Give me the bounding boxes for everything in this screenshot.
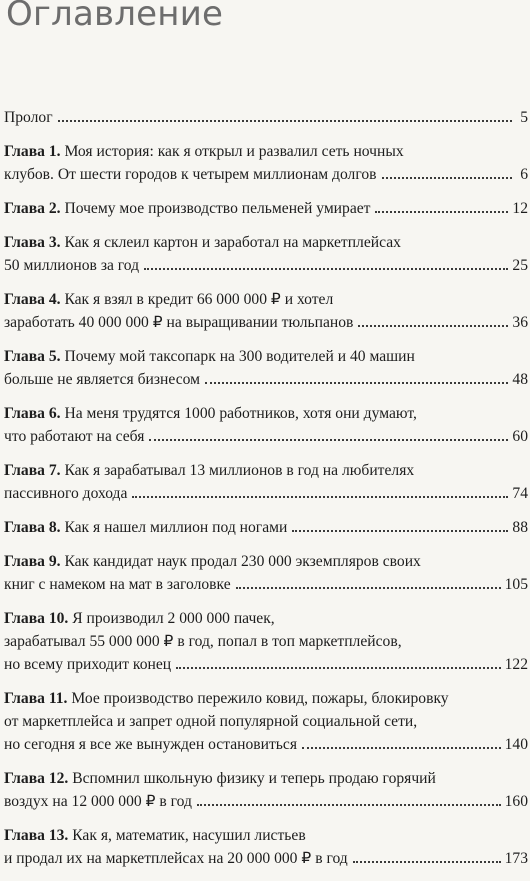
chapter-title-line: Как я нашел миллион под ногами (64, 519, 288, 536)
page-number: 25 (512, 257, 528, 274)
toc-entry-line (4, 687, 528, 710)
chapter-title-line: Я производил 2 000 000 пачек, (72, 610, 275, 627)
chapter-number: Глава 6. (4, 405, 61, 422)
toc-entry[interactable] (0, 288, 530, 334)
toc-entry-line (4, 733, 528, 756)
chapter-title-line: Моя история: как я открыл и развалил сеть ночных (64, 143, 404, 160)
toc-entry-line (4, 140, 528, 163)
toc-list (0, 106, 530, 881)
toc-entry[interactable] (0, 106, 530, 129)
chapter-number: Глава 8. (4, 519, 61, 536)
chapter-title-line: воздух на 12 000 000 ₽ в год (4, 793, 192, 810)
toc-entry-line (4, 163, 528, 186)
dot-leader (302, 747, 501, 749)
toc-entry-line (4, 550, 528, 573)
dot-leader (292, 530, 508, 532)
toc-entry[interactable] (0, 402, 530, 448)
toc-entry[interactable] (0, 345, 530, 391)
toc-entry[interactable] (0, 459, 530, 505)
toc-entry-line (4, 767, 528, 790)
toc-entry-line (4, 573, 528, 596)
dot-leader (176, 667, 500, 669)
page-title: Оглавление (6, 0, 224, 34)
toc-entry[interactable] (0, 607, 530, 676)
page-number: 6 (520, 166, 528, 183)
chapter-number: Глава 10. (4, 610, 69, 627)
chapter-title-line: зарабатывал 55 000 000 ₽ в год, попал в топ маркетплейсов, (4, 633, 402, 650)
chapter-title-line: Как я, математик, насушил листьев (72, 827, 306, 844)
chapter-title-line: Пролог (4, 109, 53, 126)
chapter-number: Глава 11. (4, 690, 68, 707)
page-number: 173 (504, 850, 528, 867)
toc-entry-line (4, 231, 528, 254)
page-number: 105 (504, 576, 528, 593)
chapter-title-line: заработать 40 000 000 ₽ на выращивании тюльпанов (4, 314, 354, 331)
toc-entry-line (4, 368, 528, 391)
toc-entry-line (4, 197, 528, 220)
toc-entry[interactable] (0, 767, 530, 813)
toc-entry[interactable] (0, 687, 530, 756)
chapter-number: Глава 7. (4, 462, 61, 479)
chapter-title-line: что работают на себя (4, 428, 145, 445)
dot-leader (197, 804, 501, 806)
toc-entry-line (4, 630, 528, 653)
page-number: 48 (512, 371, 528, 388)
toc-entry-line (4, 710, 528, 733)
page-number: 12 (512, 200, 528, 217)
chapter-title-line: Как я зарабатывал 13 миллионов в год на любителях (64, 462, 415, 479)
toc-entry[interactable] (0, 140, 530, 186)
chapter-title-line: Почему мое производство пельменей умирает (64, 200, 371, 217)
toc-entry-line (4, 311, 528, 334)
chapter-title-line: Вспомнил школьную физику и теперь продаю горячий (72, 770, 436, 787)
chapter-number: Глава 9. (4, 553, 61, 570)
dot-leader (149, 439, 508, 441)
toc-entry-line (4, 482, 528, 505)
page-number: 36 (512, 314, 528, 331)
chapter-title-line: книг с намеком на мат в заголовке (4, 576, 231, 593)
chapter-title-line: больше не является бизнесом (4, 371, 200, 388)
chapter-title-line: Как я взял в кредит 66 000 000 ₽ и хотел (64, 291, 334, 308)
dot-leader (236, 587, 501, 589)
chapter-title-line: Почему мой таксопарк на 300 водителей и 40 машин (64, 348, 415, 365)
dot-leader (358, 325, 508, 327)
toc-entry-line (4, 254, 528, 277)
dot-leader (205, 382, 508, 384)
chapter-title-line: Как я склеил картон и заработал на маркетплейсах (64, 234, 401, 251)
chapter-title-line: и продал их на маркетплейсах на 20 000 000 ₽ в год (4, 850, 348, 867)
chapter-title-line: но всему приходит конец (4, 656, 172, 673)
dot-leader (375, 211, 508, 213)
chapter-title-line: клубов. От шести городов к четырем миллионам долгов (4, 166, 377, 183)
chapter-title-line: Мое производство пережило ковид, пожары, блокировку (71, 690, 449, 707)
toc-entry[interactable] (0, 231, 530, 277)
page-number: 160 (504, 793, 528, 810)
toc-entry-line (4, 106, 528, 129)
chapter-title-line: На меня трудятся 1000 работников, хотя они думают, (64, 405, 417, 422)
page-number: 74 (512, 485, 528, 502)
chapter-title-line: пассивного дохода (4, 485, 128, 502)
page-number: 60 (512, 428, 528, 445)
chapter-number: Глава 3. (4, 234, 61, 251)
toc-entry-line (4, 607, 528, 630)
chapter-number: Глава 1. (4, 143, 61, 160)
chapter-number: Глава 5. (4, 348, 61, 365)
chapter-title-line: Как кандидат наук продал 230 000 экземпляров своих (64, 553, 421, 570)
toc-entry-line (4, 345, 528, 368)
page-number: 88 (512, 519, 528, 536)
chapter-number: Глава 12. (4, 770, 69, 787)
toc-entry-line (4, 402, 528, 425)
dot-leader (353, 861, 501, 863)
chapter-number: Глава 13. (4, 827, 69, 844)
toc-entry-line (4, 288, 528, 311)
toc-entry-line (4, 516, 528, 539)
page-number: 122 (504, 656, 528, 673)
page-number: 5 (520, 109, 528, 126)
dot-leader (144, 268, 508, 270)
page-number: 140 (504, 736, 528, 753)
toc-entry[interactable] (0, 197, 530, 220)
dot-leader (132, 496, 508, 498)
chapter-number: Глава 2. (4, 200, 61, 217)
toc-entry[interactable] (0, 516, 530, 539)
dot-leader (58, 120, 512, 122)
chapter-title-line: от маркетплейса и запрет одной популярной социальной сети, (4, 713, 418, 730)
toc-entry-line (4, 847, 528, 870)
chapter-number: Глава 4. (4, 291, 61, 308)
toc-entry-line (4, 790, 528, 813)
toc-entry[interactable] (0, 550, 530, 596)
chapter-title-line: 50 миллионов за год (4, 257, 140, 274)
toc-entry-line (4, 425, 528, 448)
toc-entry[interactable] (0, 824, 530, 870)
toc-entry-line (4, 824, 528, 847)
toc-entry-line (4, 653, 528, 676)
toc-entry-line (4, 459, 528, 482)
dot-leader (382, 177, 513, 179)
chapter-title-line: но сегодня я все же вынужден остановиться (4, 736, 297, 753)
